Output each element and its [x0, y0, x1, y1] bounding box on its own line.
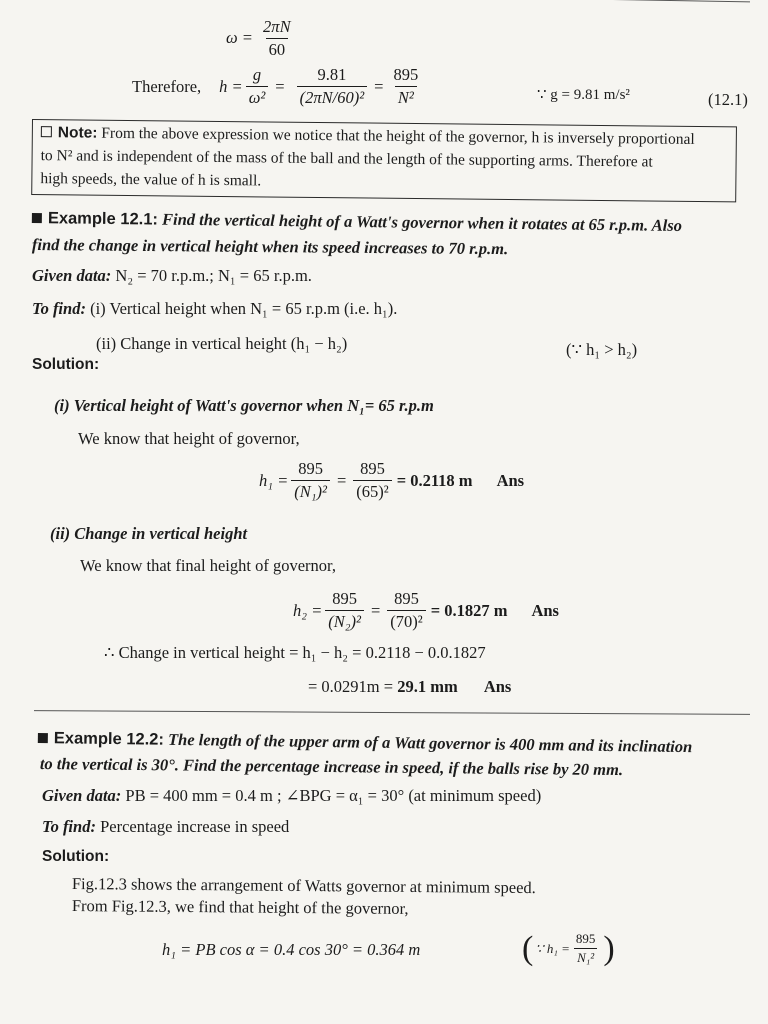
gravity-note: ∵ g = 9.81 m/s²	[537, 87, 630, 103]
find-label: To find:	[32, 299, 86, 318]
therefore-label: Therefore,	[132, 76, 202, 96]
omega-denominator: 60	[266, 38, 289, 60]
omega-lhs: ω =	[226, 27, 253, 47]
to-find-ex2	[42, 817, 289, 837]
frac-num: 895	[298, 459, 323, 478]
equals-sign: =	[370, 600, 381, 620]
h2-fraction-2	[387, 590, 425, 632]
bullet-square-icon	[38, 733, 48, 743]
note-line-2: to N² and is independent of the mass of the ball and the length of the supporting arms. Therefore at	[40, 147, 653, 171]
h1-ans: Ans	[496, 470, 525, 490]
h1-fraction-1	[291, 460, 330, 502]
h-fraction-g-omega	[246, 66, 269, 108]
part-2-text: We know that final height of governor,	[80, 556, 336, 575]
frac-num: 895	[394, 589, 419, 608]
frac-den: (2πN/60)²	[297, 86, 368, 108]
h2-result: = 0.1827 m	[430, 600, 508, 620]
frac-den: (N₂)²	[325, 610, 364, 632]
change-result-mm: 29.1 mm	[397, 677, 458, 696]
equation-number: (12.1)	[708, 90, 748, 109]
solution-label-2: Solution:	[42, 848, 110, 865]
section-divider	[34, 710, 750, 715]
example-label: Example 12.1:	[47, 209, 159, 229]
equals-sign: =	[275, 76, 285, 96]
note-line-1	[41, 124, 695, 149]
given-label: Given data:	[42, 786, 122, 805]
h1-equation	[259, 460, 524, 502]
h-lhs: h =	[219, 76, 243, 96]
given-data-2	[42, 786, 541, 806]
h-fraction-895	[390, 66, 421, 108]
note-text-1: From the above expression we notice that the height of the governor, h is inversely proportional	[101, 124, 695, 148]
equals-sign: =	[374, 76, 384, 96]
change-result-value: = 0.0291m =	[308, 677, 398, 696]
find-label: To find:	[42, 817, 96, 836]
change-line: ∴ Change in vertical height = h₁ − h₂ = 0.2118 − 0.0.1827	[104, 643, 486, 662]
height-equation	[132, 66, 424, 108]
to-find-2-note: (∵ h₁ > h₂)	[566, 340, 638, 359]
h2-lhs: h₂ =	[293, 600, 323, 620]
ex2-h1-equation: h₁ = PB cos α = 0.4 cos 30° = 0.364 m	[162, 940, 421, 959]
part-1-text: We know that height of governor,	[78, 429, 300, 448]
note-label: Note:	[57, 124, 98, 142]
note-square-icon	[41, 126, 52, 137]
part-1-heading: (i) Vertical height of Watt's governor when N₁= 65 r.p.m	[54, 396, 434, 415]
find-text-1: (i) Vertical height when N₁ = 65 r.p.m (i.e. h₁).	[90, 299, 398, 318]
frac-num: g	[252, 65, 262, 84]
h2-equation	[293, 590, 559, 632]
example-label: Example 12.2:	[53, 729, 165, 749]
frac-den: (65)²	[353, 480, 391, 502]
frac-den: (70)²	[387, 610, 425, 632]
equals-sign: =	[336, 470, 347, 490]
example-12-2-heading	[38, 728, 693, 757]
omega-equation	[226, 18, 297, 60]
frac-den: N²	[395, 86, 417, 108]
ex2-h1-note	[522, 932, 615, 966]
omega-fraction	[260, 18, 294, 60]
note-box	[31, 119, 737, 202]
frac-num: 895	[360, 459, 385, 478]
frac-den: N₁²	[574, 948, 597, 966]
given-text: N₂ = 70 r.p.m.; N₁ = 65 r.p.m.	[115, 266, 312, 285]
h1-result: = 0.2118 m	[396, 470, 473, 490]
omega-numerator: 2πN	[263, 17, 291, 36]
example-title-1: Find the vertical height of a Watt's governor when it rotates at 65 r.p.m. Also	[161, 209, 683, 235]
ex2-text-1: Fig.12.3 shows the arrangement of Watts governor at minimum speed.	[71, 874, 536, 898]
frac-num: 895	[393, 65, 419, 84]
frac-num: 895	[575, 931, 596, 947]
paren-right: )	[603, 930, 615, 967]
find-text: Percentage increase in speed	[100, 817, 290, 836]
part-2-heading: (ii) Change in vertical height	[50, 524, 248, 543]
note-line-3: high speeds, the value of h is small.	[40, 170, 262, 190]
example-12-2-title-2: to the vertical is 30°. Find the percentage increase in speed, if the balls rise by 20 mm.	[39, 754, 624, 780]
given-data-1	[32, 266, 312, 286]
h1-note-fraction	[573, 932, 599, 966]
example-12-1-title-2: find the change in vertical height when its speed increases to 70 r.p.m.	[31, 235, 509, 259]
frac-den: ω²	[246, 86, 269, 108]
example-title-1: The length of the upper arm of a Watt governor is 400 mm and its inclination	[167, 729, 693, 757]
solution-label-1: Solution:	[32, 356, 100, 373]
paren-left: (	[522, 930, 534, 967]
h1-note-lhs: ∵ h₁ =	[535, 941, 570, 956]
change-ans: Ans	[483, 677, 512, 696]
bullet-square-icon	[32, 213, 42, 223]
h2-ans: Ans	[531, 600, 559, 620]
h1-lhs: h₁ =	[259, 470, 289, 490]
to-find-1	[32, 299, 397, 319]
given-label: Given data:	[32, 266, 112, 285]
h2-fraction-1	[325, 590, 364, 632]
ex2-text-2: From Fig.12.3, we find that height of the governor,	[71, 896, 409, 918]
h1-fraction-2	[353, 460, 391, 502]
to-find-2: (ii) Change in vertical height (h₁ − h₂)	[96, 334, 348, 353]
frac-num: 895	[332, 589, 357, 608]
page-top-edge	[590, 0, 750, 2]
change-result	[308, 677, 511, 697]
frac-den: (N₁)²	[291, 480, 330, 502]
h-fraction-981	[297, 66, 368, 108]
example-12-1-heading	[32, 208, 682, 236]
given-text: PB = 400 mm = 0.4 m ; ∠BPG = α₁ = 30° (at minimum speed)	[125, 786, 542, 805]
frac-num: 9.81	[317, 65, 347, 84]
